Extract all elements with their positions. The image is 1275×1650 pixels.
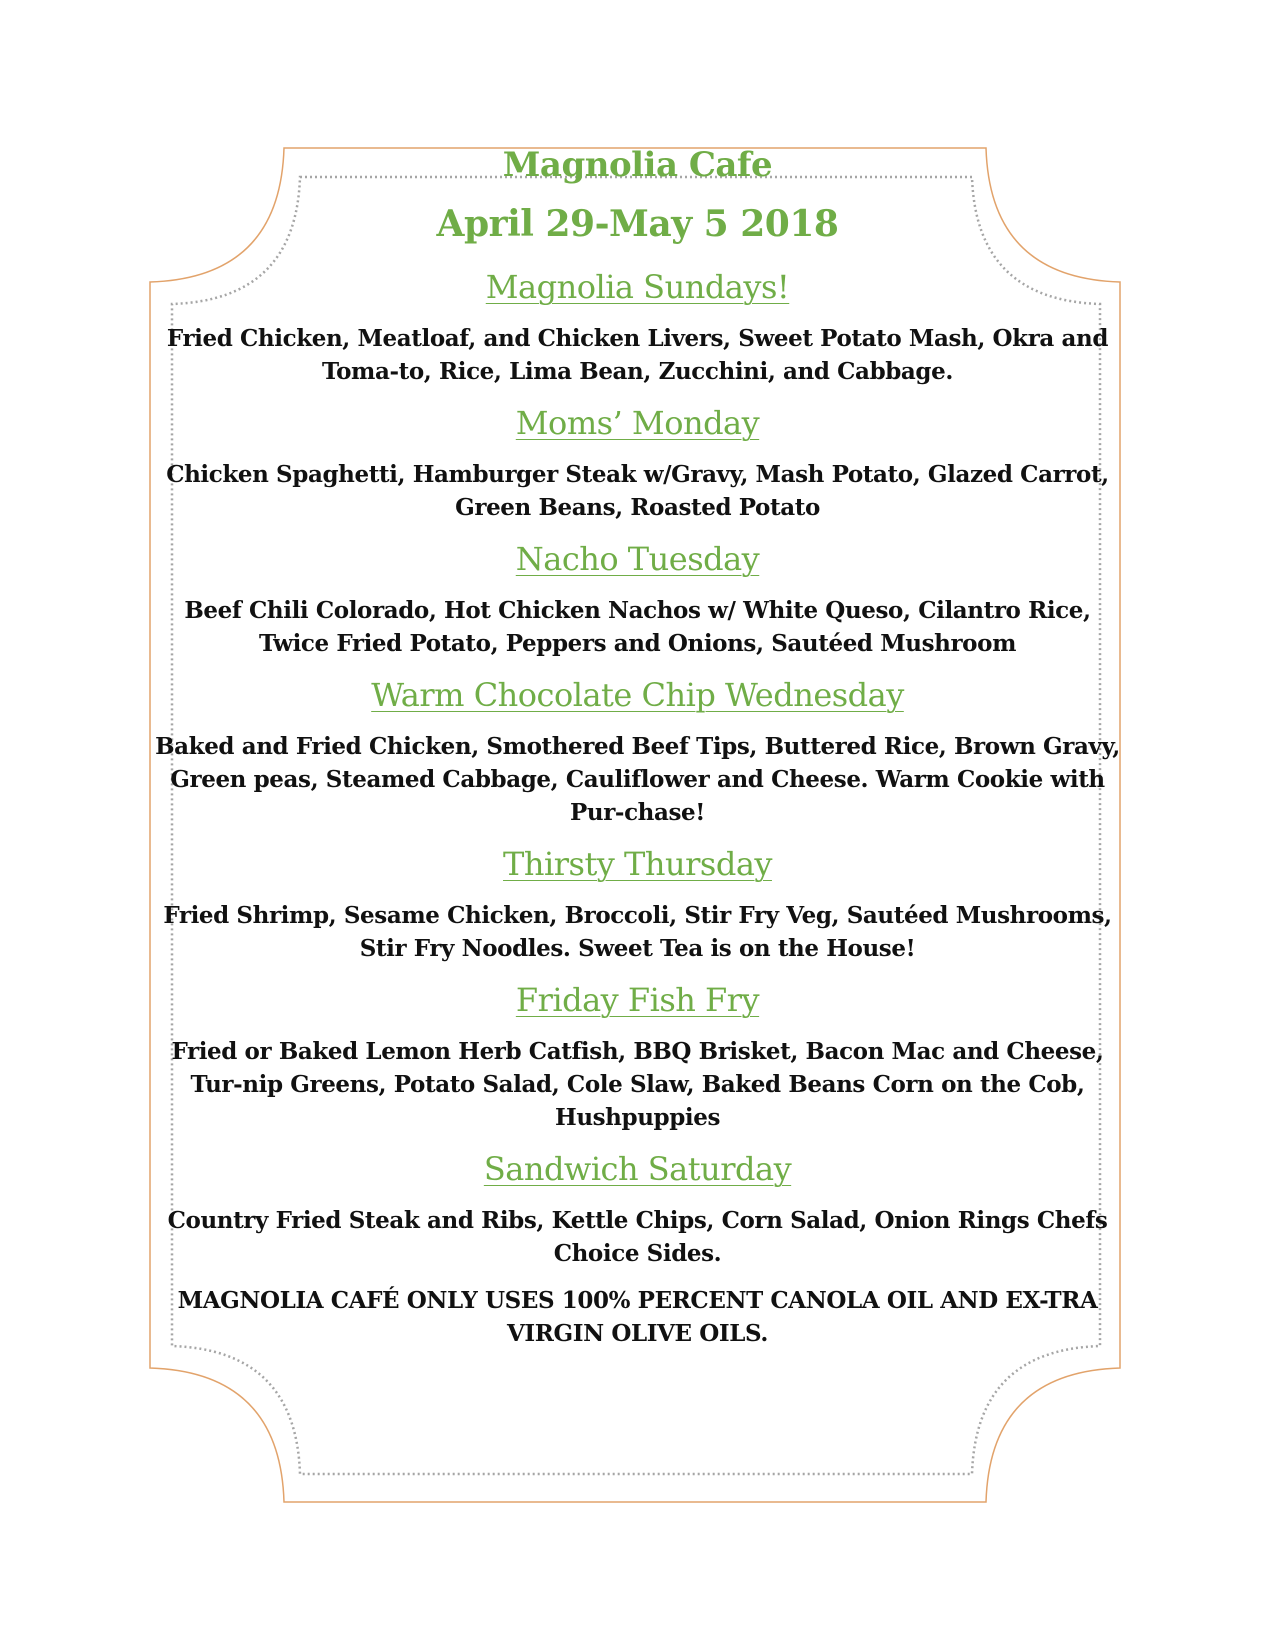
day-section-monday <box>150 400 1125 524</box>
day-section-wednesday <box>150 672 1125 829</box>
oil-notice: MAGNOLIA CAFÉ ONLY USES 100% PERCENT CANOLA OIL AND EX-TRA VIRGIN OLIVE OILS. <box>177 1287 1098 1347</box>
day-heading-wednesday: Warm Chocolate Chip Wednesday <box>371 676 904 714</box>
day-section-thursday <box>150 841 1125 965</box>
day-heading-tuesday: Nacho Tuesday <box>515 540 760 578</box>
date-range: April 29-May 5 2018 <box>436 203 839 245</box>
day-heading-thursday: Thirsty Thursday <box>503 845 772 883</box>
day-items-sunday: Fried Chicken, Meatloaf, and Chicken Livers, Sweet Potato Mash, Okra and Toma-to, Rice, Lima Bean, Zucchini, and Cabbage. <box>166 325 1109 385</box>
day-heading-saturday: Sandwich Saturday <box>483 1150 792 1188</box>
day-section-saturday <box>150 1146 1125 1270</box>
day-items-tuesday: Beef Chili Colorado, Hot Chicken Nachos w/ White Queso, Cilantro Rice, Twice Fried Potato, Peppers and Onions, Sautéed Mushroom <box>184 597 1091 657</box>
day-heading-monday: Moms’ Monday <box>515 404 760 442</box>
day-items-thursday: Fried Shrimp, Sesame Chicken, Broccoli, Stir Fry Veg, Sautéed Mushrooms, Stir Fry Noodles. Sweet Tea is on the House! <box>163 902 1112 962</box>
day-section-tuesday <box>150 536 1125 660</box>
day-items-friday: Fried or Baked Lemon Herb Catfish, BBQ Brisket, Bacon Mac and Cheese, Tur-nip Greens, Potato Salad, Cole Slaw, Baked Beans Corn on the Cob, Hushpuppies <box>171 1038 1104 1131</box>
day-heading-sunday: Magnolia Sundays! <box>485 268 790 306</box>
day-items-wednesday: Baked and Fried Chicken, Smothered Beef Tips, Buttered Rice, Brown Gravy, Green peas, Steamed Cabbage, Cauliflower and Cheese. Warm Cookie with Pur-chase! <box>155 733 1120 826</box>
day-items-saturday: Country Fried Steak and Ribs, Kettle Chips, Corn Salad, Onion Rings Chefs Choice Sides. <box>167 1207 1108 1267</box>
day-section-friday <box>150 977 1125 1134</box>
day-heading-friday: Friday Fish Fry <box>515 981 760 1019</box>
day-section-sunday <box>150 264 1125 388</box>
day-items-monday: Chicken Spaghetti, Hamburger Steak w/Gravy, Mash Potato, Glazed Carrot, Green Beans, Roasted Potato <box>166 461 1109 521</box>
cafe-title: Magnolia Cafe <box>502 145 773 185</box>
menu-content <box>150 140 1125 1373</box>
